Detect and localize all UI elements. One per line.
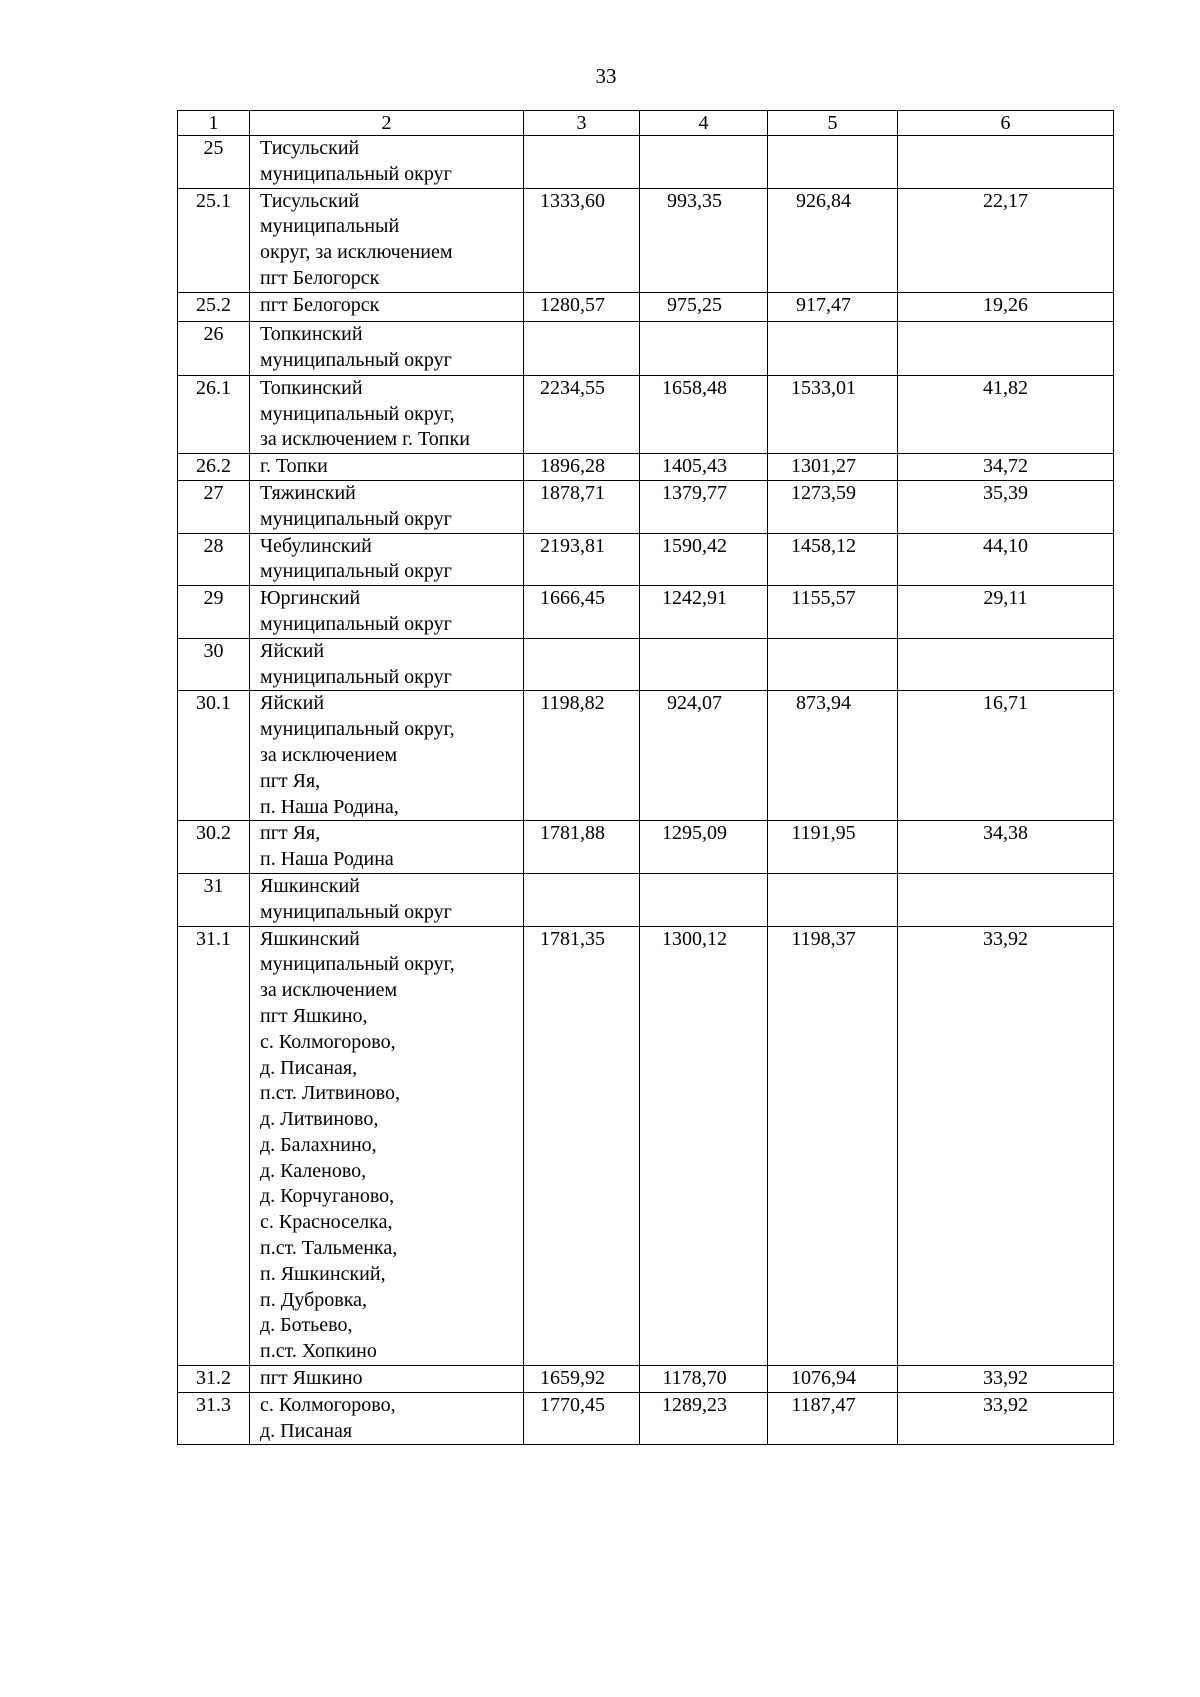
value-col-3: 1896,28 xyxy=(524,454,640,481)
table-row xyxy=(178,691,1114,821)
column-header: 5 xyxy=(768,111,898,136)
value-col-3: 2193,81 xyxy=(524,533,640,586)
tariff-table xyxy=(177,110,1114,1445)
value-col-6: 22,17 xyxy=(898,188,1114,292)
row-number: 25.2 xyxy=(178,292,250,321)
value-col-6: 19,26 xyxy=(898,292,1114,321)
value-col-5: 917,47 xyxy=(768,292,898,321)
territory-name: Чебулинский муниципальный округ xyxy=(250,533,524,586)
row-number: 31.2 xyxy=(178,1366,250,1393)
value-col-4: 1242,91 xyxy=(640,586,768,639)
territory-name: пгт Белогорск xyxy=(250,292,524,321)
row-number: 31 xyxy=(178,873,250,926)
table-row xyxy=(178,926,1114,1366)
row-number: 26 xyxy=(178,321,250,375)
territory-name: Яйский муниципальный округ, за исключением пгт Яя, п. Наша Родина, xyxy=(250,691,524,821)
territory-name: Яйский муниципальный округ xyxy=(250,638,524,691)
value-col-6: 33,92 xyxy=(898,926,1114,1366)
territory-name: с. Колмогорово, д. Писаная xyxy=(250,1392,524,1445)
table-row xyxy=(178,188,1114,292)
value-col-4 xyxy=(640,638,768,691)
value-col-4: 1405,43 xyxy=(640,454,768,481)
row-number: 26.1 xyxy=(178,375,250,453)
value-col-4: 1300,12 xyxy=(640,926,768,1366)
territory-name: пгт Яя, п. Наша Родина xyxy=(250,821,524,874)
row-number: 31.1 xyxy=(178,926,250,1366)
value-col-3 xyxy=(524,638,640,691)
table-row xyxy=(178,321,1114,375)
table-row xyxy=(178,375,1114,453)
row-number: 27 xyxy=(178,480,250,533)
column-header: 4 xyxy=(640,111,768,136)
row-number: 28 xyxy=(178,533,250,586)
value-col-5 xyxy=(768,136,898,189)
value-col-6: 33,92 xyxy=(898,1392,1114,1445)
value-col-3: 1781,35 xyxy=(524,926,640,1366)
value-col-6: 29,11 xyxy=(898,586,1114,639)
territory-name: Тисульский муниципальный округ xyxy=(250,136,524,189)
row-number: 29 xyxy=(178,586,250,639)
table-row xyxy=(178,1366,1114,1393)
value-col-3: 1781,88 xyxy=(524,821,640,874)
column-header: 2 xyxy=(250,111,524,136)
value-col-3: 1878,71 xyxy=(524,480,640,533)
value-col-5: 1458,12 xyxy=(768,533,898,586)
table-row xyxy=(178,873,1114,926)
column-header: 3 xyxy=(524,111,640,136)
territory-name: Топкинский муниципальный округ, за исключением г. Топки xyxy=(250,375,524,453)
value-col-5: 1155,57 xyxy=(768,586,898,639)
value-col-3: 1659,92 xyxy=(524,1366,640,1393)
value-col-6 xyxy=(898,321,1114,375)
value-col-4: 1379,77 xyxy=(640,480,768,533)
value-col-5: 873,94 xyxy=(768,691,898,821)
value-col-6: 33,92 xyxy=(898,1366,1114,1393)
value-col-4: 1295,09 xyxy=(640,821,768,874)
row-number: 26.2 xyxy=(178,454,250,481)
value-col-4: 1658,48 xyxy=(640,375,768,453)
table-row xyxy=(178,136,1114,189)
row-number: 30.1 xyxy=(178,691,250,821)
territory-name: Топкинский муниципальный округ xyxy=(250,321,524,375)
territory-name: Тисульский муниципальный округ, за исключением пгт Белогорск xyxy=(250,188,524,292)
territory-name: Юргинский муниципальный округ xyxy=(250,586,524,639)
value-col-4: 1178,70 xyxy=(640,1366,768,1393)
territory-name: Яшкинский муниципальный округ xyxy=(250,873,524,926)
value-col-3 xyxy=(524,321,640,375)
value-col-5: 926,84 xyxy=(768,188,898,292)
value-col-4: 1289,23 xyxy=(640,1392,768,1445)
value-col-4: 924,07 xyxy=(640,691,768,821)
column-header: 6 xyxy=(898,111,1114,136)
value-col-6: 35,39 xyxy=(898,480,1114,533)
value-col-6 xyxy=(898,136,1114,189)
table-row xyxy=(178,454,1114,481)
table-body xyxy=(178,136,1114,1445)
value-col-6: 34,38 xyxy=(898,821,1114,874)
value-col-5 xyxy=(768,638,898,691)
value-col-3: 1666,45 xyxy=(524,586,640,639)
row-number: 25.1 xyxy=(178,188,250,292)
table-row xyxy=(178,1392,1114,1445)
value-col-5: 1301,27 xyxy=(768,454,898,481)
value-col-6 xyxy=(898,873,1114,926)
value-col-5: 1273,59 xyxy=(768,480,898,533)
row-number: 30 xyxy=(178,638,250,691)
value-col-3: 1333,60 xyxy=(524,188,640,292)
value-col-5: 1191,95 xyxy=(768,821,898,874)
value-col-3 xyxy=(524,136,640,189)
value-col-4: 993,35 xyxy=(640,188,768,292)
page-number: 33 xyxy=(595,64,617,88)
value-col-5 xyxy=(768,321,898,375)
territory-name: Тяжинский муниципальный округ xyxy=(250,480,524,533)
value-col-3: 1280,57 xyxy=(524,292,640,321)
value-col-6: 41,82 xyxy=(898,375,1114,453)
value-col-4 xyxy=(640,321,768,375)
value-col-6 xyxy=(898,638,1114,691)
table-row xyxy=(178,821,1114,874)
value-col-4: 975,25 xyxy=(640,292,768,321)
value-col-3: 1198,82 xyxy=(524,691,640,821)
table-row xyxy=(178,292,1114,321)
row-number: 31.3 xyxy=(178,1392,250,1445)
territory-name: пгт Яшкино xyxy=(250,1366,524,1393)
territory-name: Яшкинский муниципальный округ, за исключением пгт Яшкино, с. Колмогорово, д. Писаная, п.ст. Литвиново, д. Литвиново, д. Балахнино, д. Каленово, д. Корчуганово, с. Красноселка, п.ст. Тальменка, п. Яшкинский, п. Дубровка, д. Ботьево, п.ст. Хопкино xyxy=(250,926,524,1366)
value-col-6: 16,71 xyxy=(898,691,1114,821)
value-col-3 xyxy=(524,873,640,926)
value-col-4 xyxy=(640,873,768,926)
table-row xyxy=(178,586,1114,639)
value-col-5: 1076,94 xyxy=(768,1366,898,1393)
column-header: 1 xyxy=(178,111,250,136)
value-col-5: 1533,01 xyxy=(768,375,898,453)
value-col-3: 1770,45 xyxy=(524,1392,640,1445)
table-row xyxy=(178,480,1114,533)
value-col-6: 34,72 xyxy=(898,454,1114,481)
value-col-5: 1198,37 xyxy=(768,926,898,1366)
value-col-3: 2234,55 xyxy=(524,375,640,453)
value-col-5 xyxy=(768,873,898,926)
row-number: 30.2 xyxy=(178,821,250,874)
header-row xyxy=(178,111,1114,136)
value-col-4: 1590,42 xyxy=(640,533,768,586)
territory-name: г. Топки xyxy=(250,454,524,481)
table-row xyxy=(178,638,1114,691)
value-col-5: 1187,47 xyxy=(768,1392,898,1445)
value-col-6: 44,10 xyxy=(898,533,1114,586)
row-number: 25 xyxy=(178,136,250,189)
table-row xyxy=(178,533,1114,586)
value-col-4 xyxy=(640,136,768,189)
